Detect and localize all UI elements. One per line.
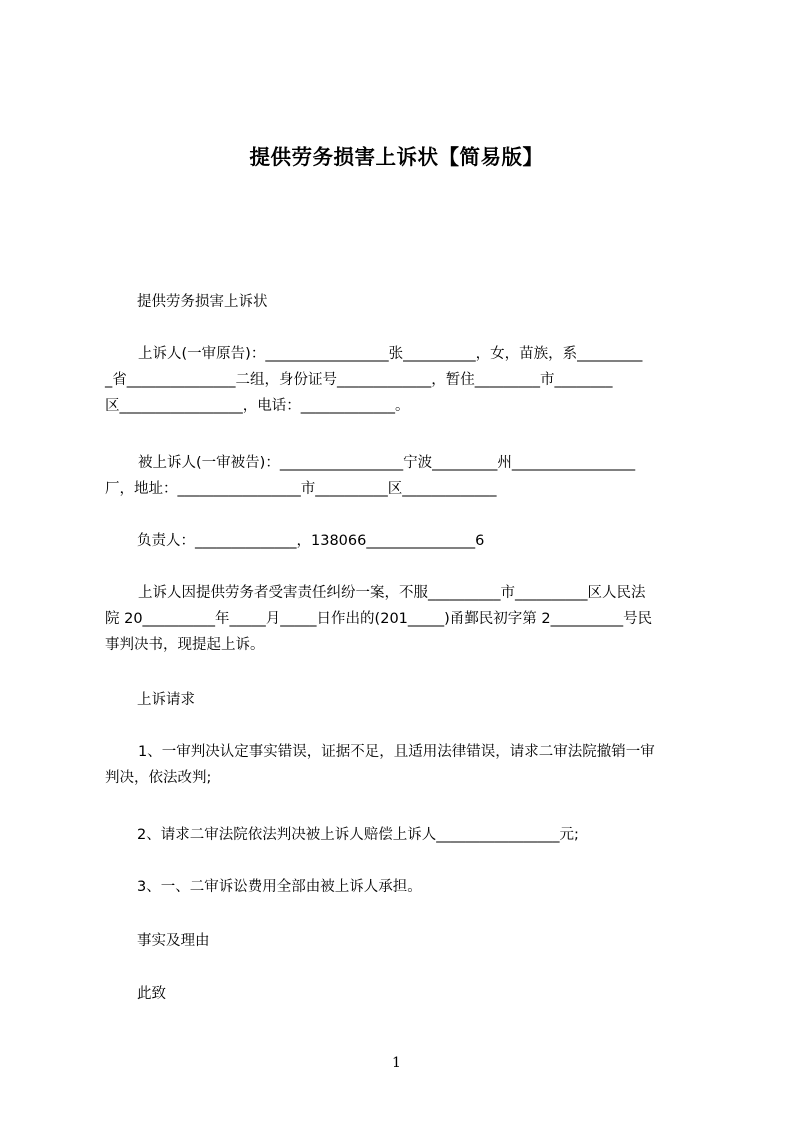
case-intro-line-2: 院 20__________年_____月_____日作出的(201_____)甬鄞民初字第 2__________号民 [105, 611, 653, 627]
request-1-paragraph [105, 739, 705, 791]
closing-line: 此致 [137, 986, 166, 1002]
case-intro-line-3: 事判决书，现提起上诉。 [105, 637, 265, 653]
closing-paragraph [105, 981, 705, 1007]
responsible-line: 负责人：______________，138066_______________6 [137, 533, 485, 549]
facts-heading-line: 事实及理由 [137, 933, 210, 949]
facts-heading [105, 928, 705, 954]
request-1-line-1: 1、一审判决认定事实错误，证据不足，且适用法律错误，请求二审法院撤销一审 [138, 744, 655, 760]
subtitle-line: 提供劳务损害上诉状 [137, 294, 268, 310]
responsible-paragraph [105, 528, 705, 554]
request-2-paragraph [105, 822, 705, 848]
appellant-line-1: 上诉人(一审原告)：_________________张__________，女，苗族，系_________ [138, 346, 643, 362]
request-3-line: 3、一、二审诉讼费用全部由被上诉人承担。 [137, 879, 422, 895]
requests-heading-line: 上诉请求 [137, 692, 195, 708]
appellee-line-2: 厂，地址：_________________市__________区_____________ [105, 481, 497, 497]
case-intro-paragraph [105, 580, 705, 658]
appellee-line-1: 被上诉人(一审被告)：_________________宁波_________州_________________ [138, 455, 636, 471]
request-2-line: 2、请求二审法院依法判决被上诉人赔偿上诉人_________________元; [137, 827, 579, 843]
request-3-paragraph [105, 874, 705, 900]
case-intro-line-1: 上诉人因提供劳务者受害责任纠纷一案，不服__________市__________区人民法 [138, 585, 646, 601]
request-1-line-2: 判决，依法改判; [105, 770, 212, 786]
page-number: 1 [392, 1055, 401, 1071]
appellant-line-3: 区_________________，电话：_____________。 [105, 398, 410, 414]
appellee-paragraph [105, 450, 705, 502]
appellant-line-2: _省_______________二组，身份证号_____________，暂住_________市________ [105, 372, 613, 388]
requests-heading [105, 687, 705, 713]
appellant-paragraph [105, 341, 705, 419]
document-title: 提供劳务损害上诉状【简易版】 [249, 145, 544, 169]
document-subtitle [105, 289, 705, 315]
